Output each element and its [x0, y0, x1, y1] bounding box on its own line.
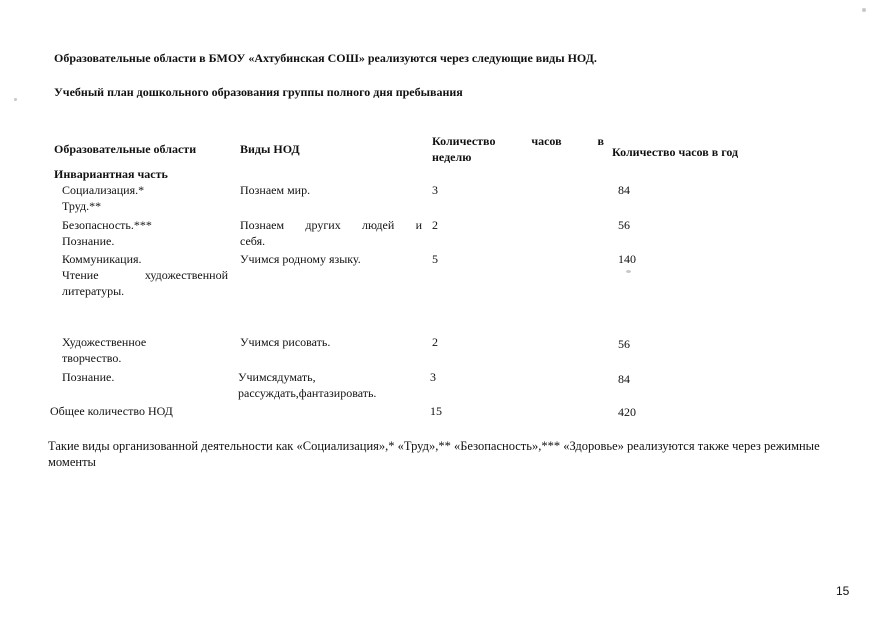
row5-week: 3	[430, 370, 436, 384]
row3-nod: Учимся родному языку.	[240, 252, 361, 266]
total-week: 15	[430, 404, 442, 418]
scan-speck	[626, 270, 631, 273]
row3-area-line2: Чтение художественной	[62, 268, 228, 282]
row3-area-line1: Коммуникация.	[62, 252, 142, 266]
row3-year: 140	[618, 252, 636, 266]
row4-year: 56	[618, 337, 630, 351]
header-areas: Образовательные области	[54, 142, 197, 156]
row5-nod-line1: Учимсядумать,	[238, 370, 316, 384]
row2-year: 56	[618, 218, 630, 232]
total-year: 420	[618, 405, 636, 419]
row5-nod-line2: рассуждать,фантазировать.	[238, 386, 377, 400]
total-label: Общее количество НОД	[50, 404, 173, 418]
row1-year: 84	[618, 183, 630, 197]
row3-week: 5	[432, 252, 438, 266]
row4-week: 2	[432, 335, 438, 349]
row5-area-line1: Познание.	[62, 370, 115, 384]
row2-nod-line2: себя.	[240, 234, 266, 248]
header-hours-year: Количество часов в год	[612, 145, 739, 159]
footnote-text: Такие виды организованной деятельности как «Социализация»,* «Труд»,** «Безопасность»,*** «Здоровье» реализуются также через режимные моменты	[48, 439, 820, 469]
row5-year: 84	[618, 372, 630, 386]
header-hours-week-line1: Количество часов в	[432, 134, 604, 148]
row4-area-line2: творчество.	[62, 351, 122, 365]
curriculum-title: Учебный план дошкольного образования группы полного дня пребывания	[54, 85, 463, 99]
header-nod-types: Виды НОД	[240, 142, 300, 156]
section-invariant: Инвариантная часть	[54, 167, 168, 181]
row1-nod: Познаем мир.	[240, 183, 311, 197]
row2-week: 2	[432, 218, 438, 232]
row1-area-line1: Социализация.*	[62, 183, 145, 197]
row1-area-line2: Труд.**	[62, 199, 102, 213]
header-hours-week-line2: неделю	[432, 150, 472, 164]
row2-area-line1: Безопасность.***	[62, 218, 152, 232]
row4-nod: Учимся рисовать.	[240, 335, 331, 349]
row4-area-line1: Художественное	[62, 335, 147, 349]
scan-speck	[14, 98, 17, 101]
document-heading: Образовательные области в БМОУ «Ахтубинская СОШ» реализуются через следующие виды НОД.	[54, 51, 597, 65]
row2-nod-line1: Познаем других людей и	[240, 218, 422, 232]
page-number: 15	[836, 584, 850, 598]
scan-speck	[862, 8, 866, 12]
row1-week: 3	[432, 183, 438, 197]
row3-area-line3: литературы.	[62, 284, 125, 298]
row2-area-line2: Познание.	[62, 234, 115, 248]
